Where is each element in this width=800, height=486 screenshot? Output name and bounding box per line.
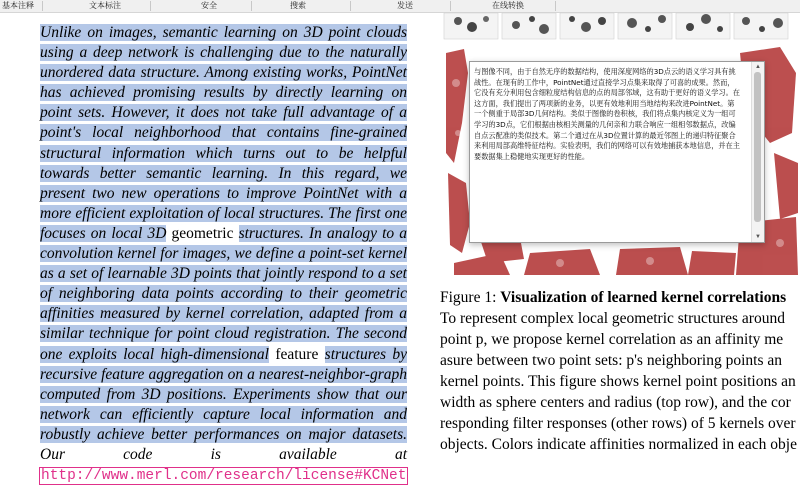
selected-text[interactable]: structures. In analogy to a convolution kernel for images, we define a point-set kernel as a set of learnable 3D points that jointly respond to a set of neighboring data points according to their geometric affinities measured by kernel correlation, adapted from a similar technique for point cloud registration. The second one exploits local high-dimensional [40,224,407,363]
caption-heading [440,287,800,308]
translation-text: 与图像不同，由于自然无序的数据结构，使用深度网络的3D点云的语义学习具有挑战性。在现有的工作中，PointNet通过直接学习点集来取得了可喜的成果。然而，它没有充分利用包含细粒度结构信息的点的局部邻域，这有助于更好的语义学习。在这方面，我们提出了两项新的业务，以更有效地利用当地结构来改进PointNet。第一个侧重于局部3D几何结构。类似于图像的卷积核，我们将点集内核定义为一组可学习的3D点，它们根据由核相关测量的几何亲和力联合响应一组相邻数据点，改编自点云配准的类似技术。第二个通过在从3D位置计算的最近邻图上的递归特征聚合来利用局部高维特征结构。实验表明，我们的网络可以有效地捕获本地信息，并在主要数据集上稳健地实现更好的性能。 [474,67,740,161]
kernel-spheres-top-row [444,13,788,39]
scrollbar-thumb[interactable] [754,72,761,222]
document-page[interactable] [0,13,800,485]
toolbar-divider [450,1,451,11]
toolbar-divider [251,1,252,11]
toolbar-text-markup[interactable]: 文本标注 [89,1,121,10]
toolbar-divider [42,1,43,11]
caption-line: objects. Colors indicate affinities normalized in each obje [440,436,797,453]
caption-label: Figure 1: [440,289,497,306]
toolbar-send[interactable]: 发送 [397,1,413,10]
caption-line: responding filter responses (other rows) of 5 kernels over [440,415,796,432]
unselected-word-geometric[interactable]: geometric [171,224,234,242]
popup-scrollbar[interactable] [751,62,764,242]
caption-line: To represent complex local geometric structures around [440,310,785,327]
scroll-down-icon[interactable]: ▼ [755,234,761,240]
toolbar-basic-annotation[interactable]: 基本注释 [2,1,34,10]
selected-text[interactable]: structures by recursive feature aggregation on a nearest-neighbor-graph computed from 3D positions. Experiments show that our network can efficiently capture local information and robustly achieve better performances on major datasets. [40,345,408,443]
toolbar-divider [150,1,151,11]
scroll-up-icon[interactable]: ▲ [755,64,761,70]
toolbar-online-convert[interactable]: 在线转换 [492,1,524,10]
caption-line: asure between two point sets: p's neighboring points an [440,352,783,369]
toolbar-divider [555,1,556,11]
code-availability-text: Our code is available at [40,445,407,463]
toolbar-security[interactable]: 安全 [201,1,217,10]
top-toolbar [0,0,800,13]
code-url-link[interactable]: http://www.merl.com/research/license#KCNet [41,468,407,485]
unselected-word-feature[interactable]: feature [275,345,319,363]
caption-title: Visualization of learned kernel correlations [500,289,787,306]
translation-popup[interactable] [469,61,765,243]
caption-line: kernel points. This figure shows kernel point positions an [440,373,796,390]
selected-text[interactable]: Unlike on images, semantic learning on 3D point clouds using a deep network is challenging due to the naturally unordered data structure. Among existing works, PointNet has achieved promising results by directly learning on point sets. However, it does not take full advantage of a point's local neighborhood that contains fine-grained structural information which turns out to be helpful towards better semantic learning. In this regard, we present two new operations to improve PointNet with a more efficient exploitation of local structures. The first one focuses on local 3D [40,24,407,242]
abstract-text[interactable] [40,23,407,486]
caption-line: point p, we propose kernel correlation as an affinity me [440,331,784,348]
toolbar-search[interactable]: 搜索 [290,1,306,10]
toolbar-divider [350,1,351,11]
caption-line: width as sphere centers and radius (top row), and the cor [440,394,791,411]
figure-caption [440,287,800,455]
